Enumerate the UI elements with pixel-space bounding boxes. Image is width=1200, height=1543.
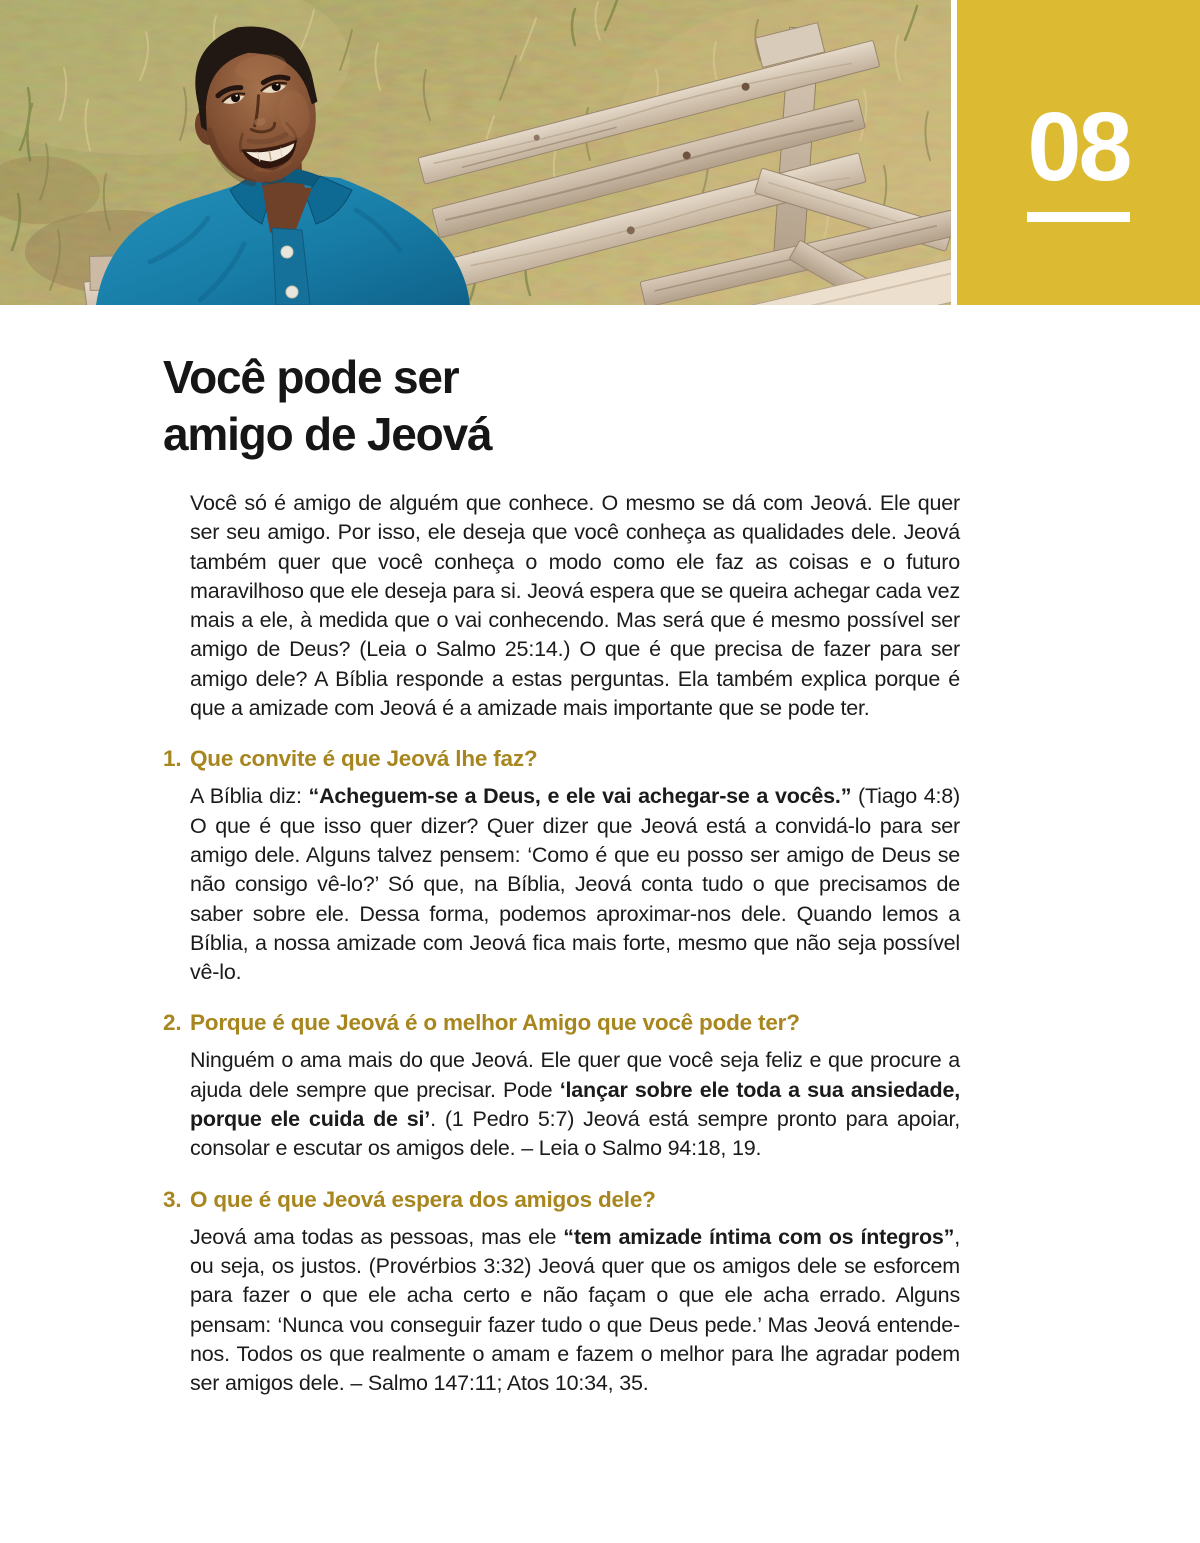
question-1-number: 1.: [163, 746, 182, 772]
lesson-content: [0, 349, 1200, 1398]
page-title-line1: Você pode ser: [163, 351, 459, 403]
question-2-text: Porque é que Jeová é o melhor Amigo que você pode ter?: [190, 1010, 800, 1036]
question-1-text: Que convite é que Jeová lhe faz?: [190, 746, 538, 772]
chapter-photo: [0, 0, 951, 305]
intro-paragraph: Você só é amigo de alguém que conhece. O mesmo se dá com Jeová. Ele quer ser seu amigo. Por isso, ele deseja que você conheça as qualidades dele. Jeová também quer que você conheça o modo como ele faz as coisas e o futuro maravilhoso que ele deseja para si. Jeová espera que se queira achegar cada vez mais a ele, à medida que o vai conhecendo. Mas será que é mesmo possível ser amigo de Deus? (Leia o Salmo 25:14.) O que é que precisa de fazer para ser amigo dele? A Bíblia responde a estas perguntas. Ela também explica porque é que a amizade com Jeová é a amizade mais importante que se pode ter.: [190, 491, 960, 721]
photo-illustration: [0, 0, 951, 305]
paragraph-1: A Bíblia diz: “Acheguem-se a Deus, e ele vai achegar-se a vocês.” (Tiago 4:8) O que é que isso quer dizer? Quer dizer que Jeová está a convidá-lo para ser amigo dele. Alguns talvez pensem: ‘Como é que eu posso ser amigo de Deus se não consigo vê-lo?’ Só que, na Bíblia, Jeová conta tudo o que precisamos de saber sobre ele. Dessa forma, podemos aproximar-nos dele. Quando lemos a Bíblia, a nossa amizade com Jeová fica mais forte, mesmo que não seja possível vê-lo.: [190, 784, 960, 985]
page-title-line2: amigo de Jeová: [163, 408, 492, 460]
section-3: [163, 1186, 960, 1399]
paragraph-3: Jeová ama todas as pessoas, mas ele “tem amizade íntima com os íntegros”, ou seja, os justos. (Provérbios 3:32) Jeová quer que os amigos dele se esforcem para fazer o que ele acha certo e não façam o que ele acha errado. Alguns pensam: ‘Nunca vou conseguir fazer tudo o que Deus pede.’ Mas Jeová entende-nos. Todos os que realmente o amam e fazem o melhor para lhe agradar podem ser amigos dele. – Salmo 147:11; Atos 10:34, 35.: [190, 1224, 960, 1396]
chapter-underline: [1027, 212, 1130, 222]
question-2: [163, 1009, 960, 1037]
chapter-number: 08: [1027, 91, 1130, 201]
page-header: [0, 0, 1200, 305]
chapter-badge: [957, 0, 1200, 305]
page-title: [163, 349, 960, 463]
question-3-number: 3.: [163, 1186, 182, 1212]
question-3-text: O que é que Jeová espera dos amigos dele?: [190, 1186, 656, 1212]
paragraph-2: Ninguém o ama mais do que Jeová. Ele quer que você seja feliz e que procure a ajuda dele sempre que precisar. Pode ‘lançar sobre ele toda a sua ansiedade, porque ele cuida de si’. (1 Pedro 5:7) Jeová está sempre pronto para apoiar, consolar e escutar os amigos dele. – Leia o Salmo 94:18, 19.: [190, 1048, 960, 1161]
section-2: [163, 1009, 960, 1163]
question-2-number: 2.: [163, 1010, 182, 1036]
question-3: [163, 1186, 960, 1214]
section-1: [163, 745, 960, 987]
question-1: [163, 745, 960, 773]
